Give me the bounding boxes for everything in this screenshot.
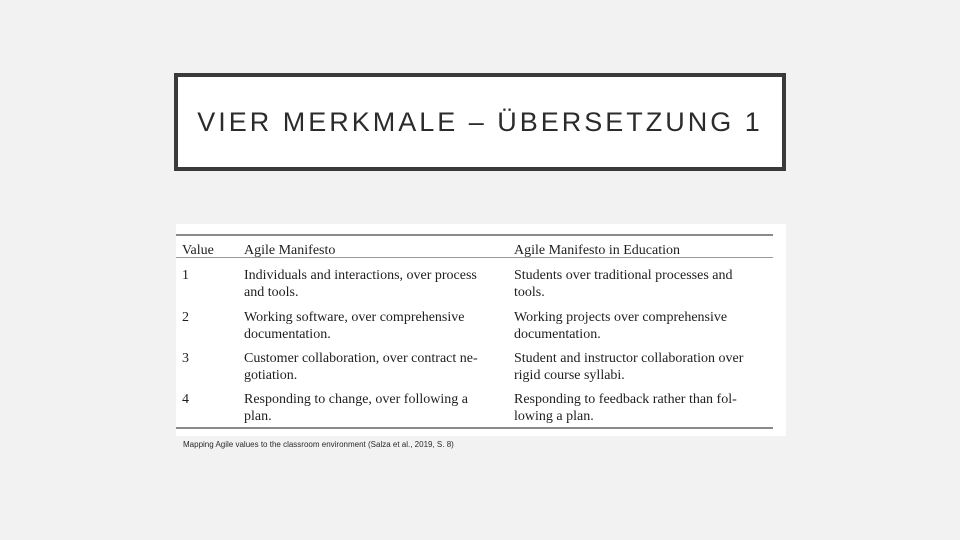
header-value: Value bbox=[182, 243, 214, 258]
row-agile: Working software, over comprehensive documentation. bbox=[244, 310, 465, 342]
table-top-rule bbox=[176, 234, 773, 236]
row-value: 1 bbox=[182, 268, 189, 283]
row-agile: Individuals and interactions, over process and tools. bbox=[244, 268, 477, 300]
row-agile: Responding to change, over following a plan. bbox=[244, 392, 468, 424]
row-value: 4 bbox=[182, 392, 189, 407]
row-education: Students over traditional processes and tools. bbox=[514, 268, 733, 300]
header-agile-manifesto: Agile Manifesto bbox=[244, 243, 336, 258]
table-bottom-rule bbox=[176, 427, 773, 429]
title-box bbox=[174, 73, 786, 171]
header-agile-education: Agile Manifesto in Education bbox=[514, 243, 681, 258]
row-education: Working projects over comprehensive documentation. bbox=[514, 310, 728, 342]
figure-caption: Mapping Agile values to the classroom environment (Salza et al., 2019, S. 8) bbox=[183, 440, 454, 449]
row-value: 3 bbox=[182, 351, 189, 366]
table-image bbox=[176, 224, 786, 436]
slide-title: VIER MERKMALE – ÜBERSETZUNG 1 bbox=[197, 106, 763, 137]
table-header-rule bbox=[176, 257, 773, 258]
row-education: Responding to feedback rather than fol- lowing a plan. bbox=[514, 392, 737, 424]
row-value: 2 bbox=[182, 310, 189, 325]
row-agile: Customer collaboration, over contract ne- gotiation. bbox=[244, 351, 478, 383]
row-education: Student and instructor collaboration over rigid course syllabi. bbox=[514, 351, 744, 383]
